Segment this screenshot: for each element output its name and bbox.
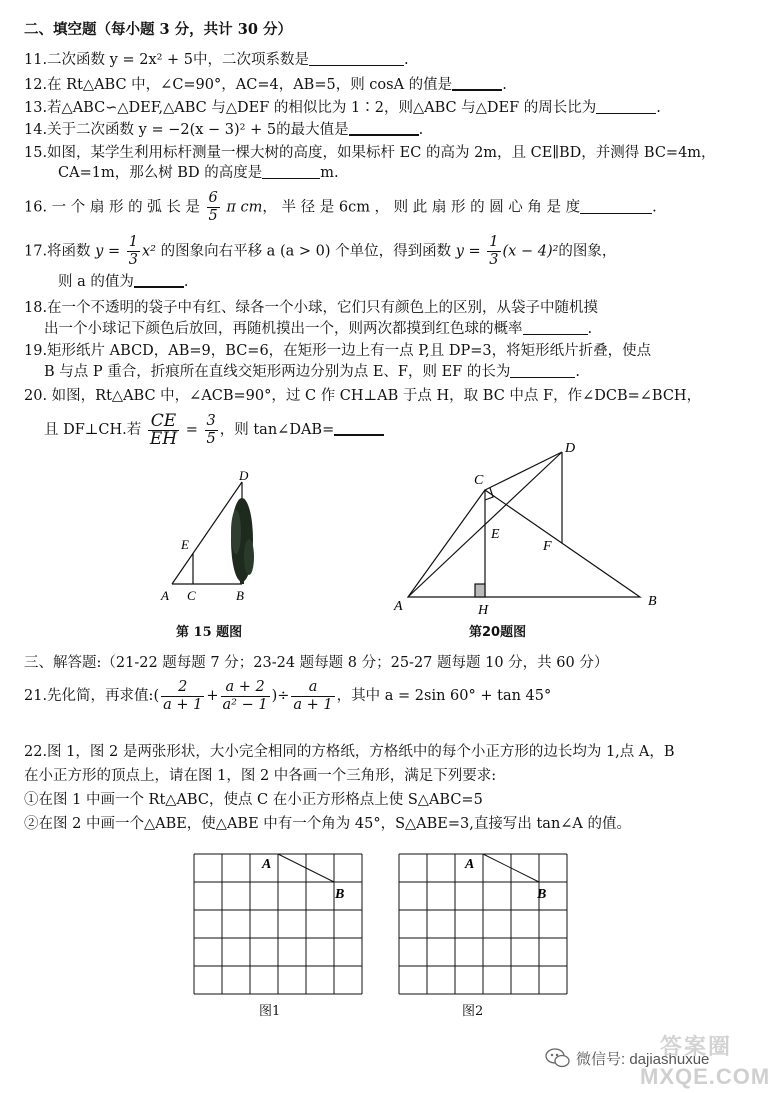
question-16-unit: π cm xyxy=(226,199,263,216)
label-a: A xyxy=(394,599,403,614)
triangle-abc xyxy=(408,490,640,597)
answer-blank xyxy=(580,199,652,214)
figure-15 xyxy=(150,462,290,612)
question-19-line-1: 19.矩形纸片 ABCD，AB=9，BC=6，在矩形一边上有一点 P,且 DP=3，将矩形纸片折叠，使点 xyxy=(24,343,652,359)
tree-icon xyxy=(231,498,254,584)
question-17-prefix: 17.将函数 xyxy=(24,243,91,260)
question-22-line-2: 在小正方形的顶点上，请在图 1，图 2 中各画一个三角形，满足下列要求: xyxy=(24,768,497,784)
question-21-prefix: 21.先化简，再求值: xyxy=(24,688,154,704)
function-term: x² xyxy=(141,243,156,260)
wechat-icon xyxy=(545,1047,571,1069)
grid-figure-1 xyxy=(192,852,372,1022)
question-17-line-2: 则 a 的值为 . xyxy=(58,274,189,290)
answer-blank xyxy=(523,320,588,335)
question-14-text: 14.关于二次函数 y = −2(x − 3)² + 5的最大值是 xyxy=(24,122,349,138)
fraction xyxy=(161,679,204,714)
fraction xyxy=(291,679,334,714)
wechat-id: 微信号: dajiashuxue xyxy=(576,1051,710,1068)
question-20-line-2 xyxy=(44,410,384,450)
divide-sign: ÷ xyxy=(277,688,290,704)
label-b: B xyxy=(537,887,547,902)
fraction-denominator: a + 1 xyxy=(293,696,333,713)
question-18-line-2: 出一个小球记下颜色后放回，再随机摸出一个，则两次都摸到红色球的概率 . xyxy=(44,321,593,337)
question-15-line-1: 15.如图，某学生利用标杆测量一棵大树的高度，如果标杆 EC 的高为 2m，且 CE∥BD，并测得 BC=4m， xyxy=(24,145,716,161)
fraction-denominator: 5 xyxy=(208,208,218,224)
question-13: 13.若△ABC∽△DEF,△ABC 与△DEF 的相似比为 1∶2，则△ABC 与△DEF 的周长比为 . xyxy=(24,100,661,116)
question-22-item-2: ②在图 2 中画一个△ABE，使△ABE 中有一个角为 45°，S△ABE=3,直接写出 tan∠A 的值。 xyxy=(24,816,632,832)
question-20-line-1: 20. 如图，Rt△ABC 中，∠ACB=90°，过 C 作 CH⊥AB 于点 H，取 BC 中点 F，作∠DCB=∠BCH， xyxy=(24,388,702,404)
label-c: C xyxy=(187,588,196,603)
label-e: E xyxy=(181,537,189,552)
grid-1-caption: 图1 xyxy=(259,1004,281,1019)
label-e: E xyxy=(491,527,500,542)
fraction-numerator: a + 2 xyxy=(221,679,270,697)
question-14: 14.关于二次函数 y = −2(x − 3)² + 5的最大值是 . xyxy=(24,122,424,138)
question-12: 12.在 Rt△ABC 中，∠C=90°，AC=4，AB=5，则 cosA 的值是 . xyxy=(24,77,507,93)
section-title: 三、解答题:（21-22 题每题 7 分；23-24 题每题 8 分；25-27 题每题 10 分，共 60 分） xyxy=(24,655,609,671)
label-a: A xyxy=(262,857,272,872)
question-15-text: CA=1m，那么树 BD 的高度是 xyxy=(58,165,263,181)
right-angle-mark-h xyxy=(475,584,485,597)
fraction-numerator: CE xyxy=(148,413,179,431)
fraction-numerator: a xyxy=(291,679,334,697)
label-c: C xyxy=(474,473,484,488)
fraction xyxy=(127,234,140,269)
question-20-suffix: ，则 tan∠DAB= xyxy=(219,422,335,438)
question-22-item-1: ①在图 1 中画一个 Rt△ABC，使点 C 在小正方形格点上使 S△ABC=5 xyxy=(24,792,483,808)
question-11-text: 11.二次函数 y = 2x² + 5中，二次项系数是 xyxy=(24,52,310,68)
figure-20-caption: 第20题图 xyxy=(469,625,527,640)
answer-blank xyxy=(349,120,419,136)
answer-blank xyxy=(134,272,184,288)
figure-20 xyxy=(390,440,670,620)
label-d: D xyxy=(565,441,576,456)
label-b: B xyxy=(335,887,345,902)
fraction-denominator: EH xyxy=(149,428,178,449)
question-17-middle: 的图象向右平移 a (a > 0) 个单位，得到函数 xyxy=(160,243,452,260)
fraction-denominator: a + 1 xyxy=(163,696,203,713)
question-19-text: B 与点 P 重合，折痕所在直线交矩形两边分别为点 E、F，则 EF 的长为 xyxy=(44,364,511,380)
label-f: F xyxy=(543,539,552,554)
grid-figure-2 xyxy=(397,852,577,1022)
question-20-text: 且 DF⊥CH.若 xyxy=(44,422,142,438)
function-term: (x − 4)² xyxy=(502,243,559,260)
function-lhs: y = xyxy=(95,243,121,260)
label-b: B xyxy=(648,594,657,609)
label-a: A xyxy=(465,857,475,872)
question-16-prefix: 16. 一 个 扇 形 的 弧 长 是 xyxy=(24,199,200,216)
question-12-text: 12.在 Rt△ABC 中，∠C=90°，AC=4，AB=5，则 cosA 的值是 xyxy=(24,77,453,93)
question-15-line-2 xyxy=(58,163,339,183)
label-d: D xyxy=(239,468,249,483)
section-title: 二、填空题（每小题 3 分，共计 30 分） xyxy=(24,21,292,38)
question-11: 11.二次函数 y = 2x² + 5中，二次项系数是 . xyxy=(24,52,409,68)
question-16-suffix: ， 半 径 是 6cm ， 则 此 扇 形 的 圆 心 角 是 度 xyxy=(262,199,581,216)
fraction-numerator: 1 xyxy=(489,234,499,250)
answer-blank xyxy=(262,164,320,179)
fraction xyxy=(148,410,179,449)
fraction xyxy=(205,413,218,448)
label-b: B xyxy=(236,588,244,603)
question-18-line-1: 18.在一个不透明的袋子中有红、绿各一个小球，它们只有颜色上的区别，从袋子中随机摸 xyxy=(24,300,599,316)
fraction xyxy=(221,679,270,714)
question-22-line-1: 22.图 1，图 2 是两张形状，大小完全相同的方格纸，方格纸中的每个小正方形的边长均为 1,点 A，B xyxy=(24,744,675,760)
figure-15-caption: 第 15 题图 xyxy=(176,625,243,640)
fraction-denominator: 3 xyxy=(489,252,499,268)
answer-blank xyxy=(334,420,384,436)
answer-blank xyxy=(309,51,404,66)
answer-blank xyxy=(596,99,656,114)
grid-2-caption: 图2 xyxy=(462,1004,484,1019)
question-16: 16. 一 个 扇 形 的 弧 长 是 $\frac{6}{5}$ π cm， 半 径 是 6cm ， 则 此 扇 形 的 圆 心 角 是 度 . xyxy=(24,190,657,224)
question-17 xyxy=(24,234,616,269)
fraction xyxy=(487,234,500,269)
question-13-text: 13.若△ABC∽△DEF,△ABC 与△DEF 的相似比为 1∶2，则△ABC 与△DEF 的周长比为 xyxy=(24,100,597,116)
fraction-denominator: 5 xyxy=(206,430,216,447)
question-21-suffix: ，其中 a = 2sin 60° + tan 45° xyxy=(336,688,552,704)
fraction xyxy=(207,190,220,225)
function-lhs: y = xyxy=(455,243,481,260)
watermark-site: MXQE.COM xyxy=(640,1064,771,1089)
equals-sign: = xyxy=(185,422,198,438)
fraction-denominator: 3 xyxy=(128,252,138,268)
line-cd xyxy=(485,452,562,490)
label-a: A xyxy=(161,588,169,603)
question-17-text: 则 a 的值为 xyxy=(58,274,134,290)
fraction-numerator: 2 xyxy=(161,679,204,697)
answer-blank xyxy=(452,75,502,91)
fraction-numerator: 1 xyxy=(128,234,138,250)
fraction-numerator: 6 xyxy=(208,190,218,206)
answer-blank xyxy=(510,363,575,378)
question-19-line-2: B 与点 P 重合，折痕所在直线交矩形两边分别为点 E、F，则 EF 的长为 . xyxy=(44,364,580,380)
plus-sign: + xyxy=(206,688,219,704)
question-17-suffix: 的图象， xyxy=(558,243,617,260)
watermark-logo: 答案圈 xyxy=(660,1034,733,1059)
label-h: H xyxy=(478,603,489,618)
fraction-numerator: 3 xyxy=(206,412,216,429)
fraction-denominator: a² − 1 xyxy=(222,696,268,713)
question-15-unit: m. xyxy=(320,165,339,181)
question-18-text: 出一个小球记下颜色后放回，再随机摸出一个，则两次都摸到红色球的概率 xyxy=(44,321,523,337)
question-21: 21.先化简，再求值:( $\frac{2}{a + 1}$ + $\frac{a + 2}{\text{a² − 1}}$ )÷ $\frac{a}{a + 1}$ ，其中 a = 2sin 60° + tan 45° xyxy=(24,678,552,713)
